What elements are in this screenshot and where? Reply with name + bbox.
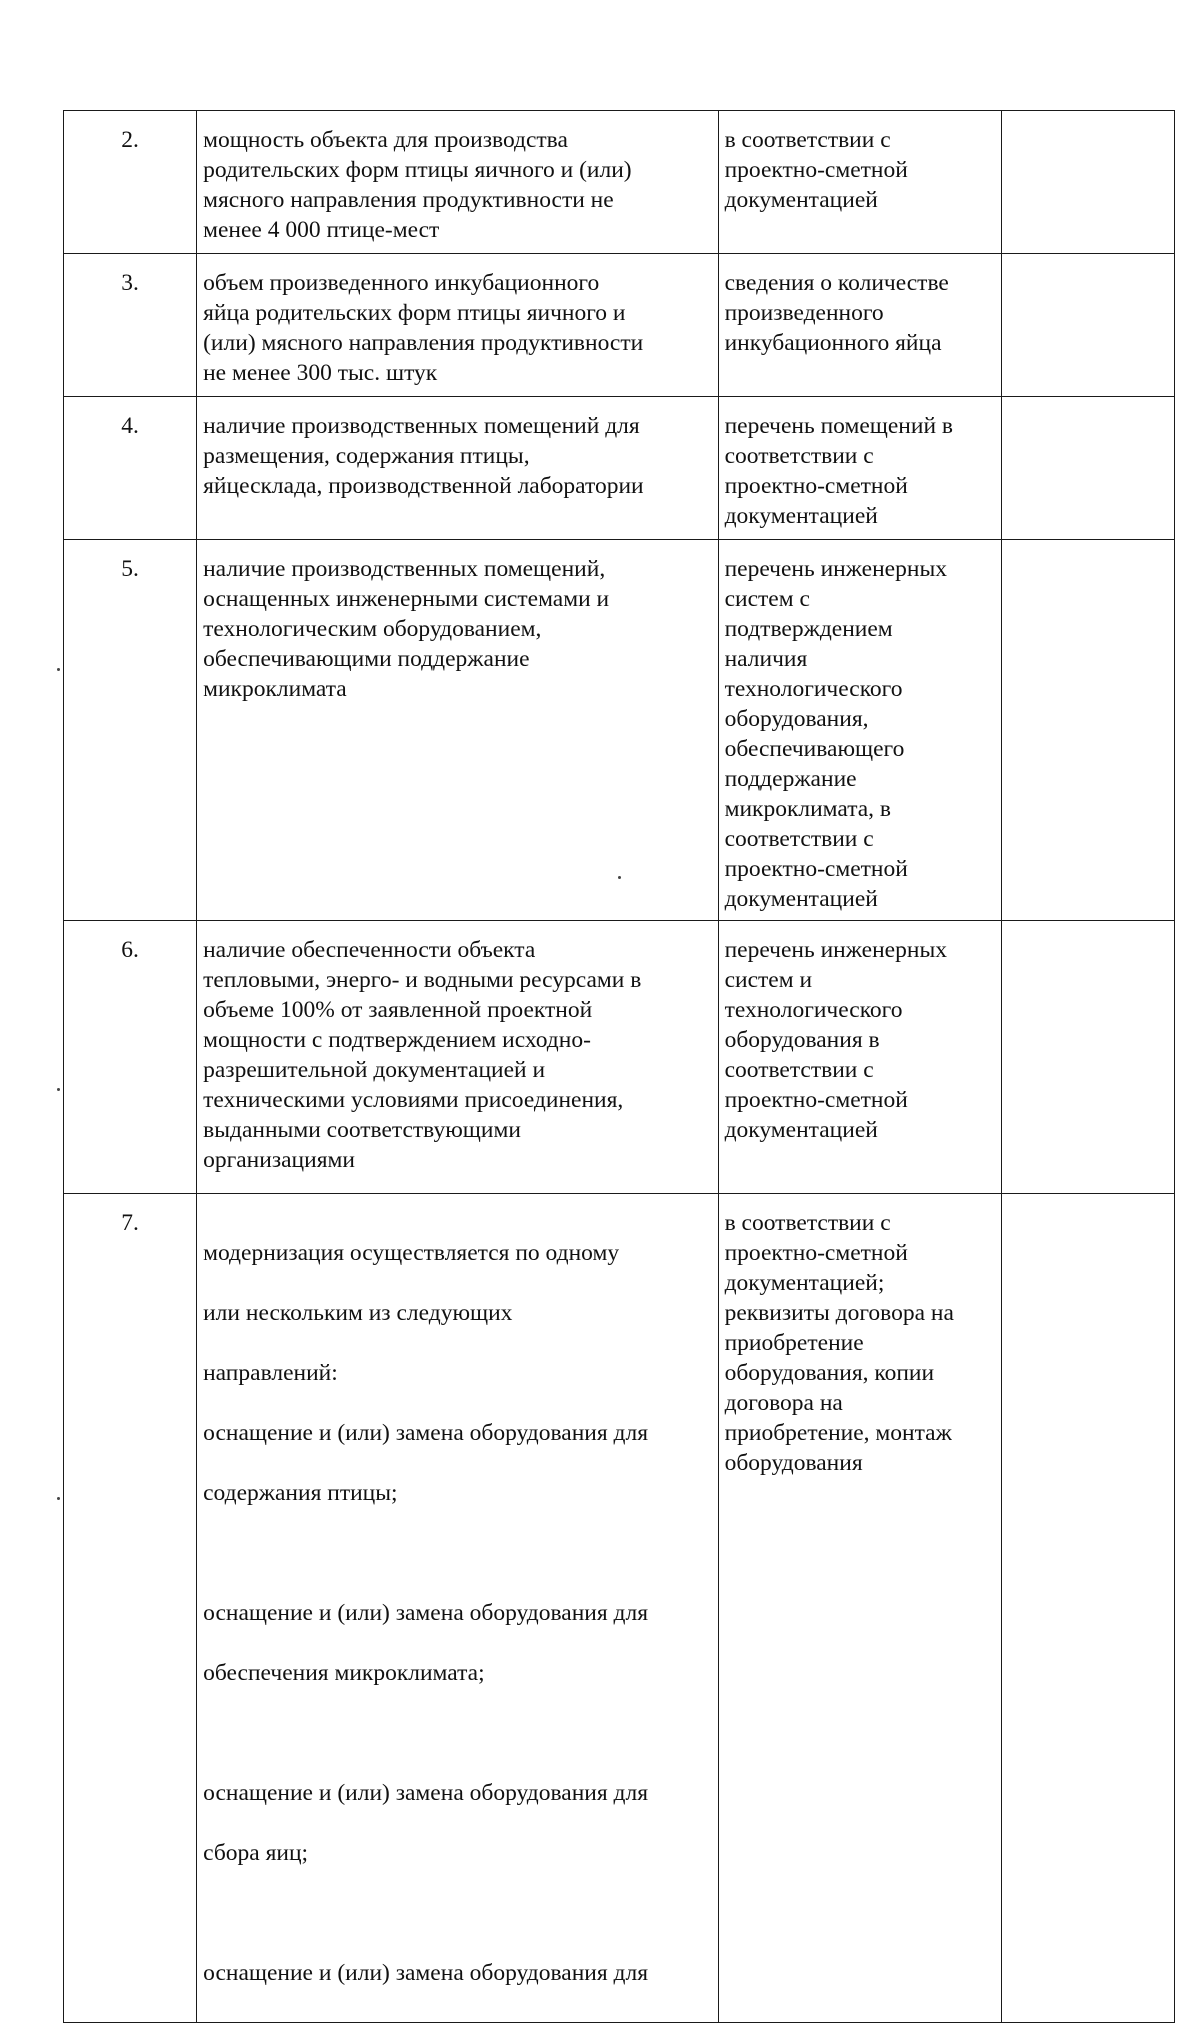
requirement-text: наличие обеспеченности объекта тепловыми, энерго- и водными ресурсами в объеме 100% от заявленной проектной мощности с подтверждением исходно- разрешительной документацией и техническими условиями присоединения, выданными соответствующими организациями [197, 921, 718, 1194]
row-number: 2. [64, 111, 197, 254]
requirement-line: обеспечения микроклимата; [203, 1660, 485, 1686]
requirement-line: направлений: [203, 1360, 338, 1386]
row-number: 4. [64, 397, 197, 540]
scan-speck [57, 1497, 60, 1500]
empty-cell [1001, 540, 1174, 921]
scan-speck [57, 1088, 60, 1091]
paragraph-spacer [203, 1538, 711, 1568]
empty-cell [1001, 921, 1174, 1194]
table-row [64, 540, 1175, 921]
confirming-document-text: в соответствии с проектно-сметной документацией [718, 111, 1001, 254]
scan-speck [57, 668, 60, 671]
row-number: 7. [64, 1194, 197, 2023]
requirement-line: оснащение и (или) замена оборудования для [203, 1600, 649, 1626]
table-row [64, 254, 1175, 397]
paragraph-spacer [203, 1718, 711, 1748]
row-number: 3. [64, 254, 197, 397]
empty-cell [1001, 1194, 1174, 2023]
requirement-text: наличие производственных помещений, оснащенных инженерными системами и технологическим оборудованием, обеспечивающими поддержание микроклимата [197, 540, 718, 921]
requirement-line: или нескольким из следующих [203, 1300, 513, 1326]
table-row [64, 921, 1175, 1194]
paragraph-spacer [203, 1898, 711, 1928]
requirement-line: оснащение и (или) замена оборудования для [203, 1780, 649, 1806]
confirming-document-text: сведения о количестве произведенного инкубационного яйца [718, 254, 1001, 397]
confirming-document-text: перечень помещений в соответствии с проектно-сметной документацией [718, 397, 1001, 540]
table-row [64, 111, 1175, 254]
table-row [64, 1194, 1175, 2023]
row-number: 6. [64, 921, 197, 1194]
row-number: 5. [64, 540, 197, 921]
requirement-line: оснащение и (или) замена оборудования для [203, 1960, 649, 1986]
requirement-text: объем произведенного инкубационного яйца родительских форм птицы яичного и (или) мясного направления продуктивности не менее 300 тыс. штук [197, 254, 718, 397]
requirement-text: мощность объекта для производства родительских форм птицы яичного и (или) мясного направления продуктивности не менее 4 000 птице-мест [197, 111, 718, 254]
requirement-text [197, 1194, 718, 2023]
requirement-text: наличие производственных помещений для размещения, содержания птицы, яйцесклада, производственной лаборатории [197, 397, 718, 540]
requirements-table [63, 110, 1175, 2023]
empty-cell [1001, 111, 1174, 254]
confirming-document-text: в соответствии с проектно-сметной документацией; реквизиты договора на приобретение оборудования, копии договора на приобретение, монтаж оборудования [718, 1194, 1001, 2023]
confirming-document-text: перечень инженерных систем с подтверждением наличия технологического оборудования, обеспечивающего поддержание микроклимата, в соответствии с проектно-сметной документацией [718, 540, 1001, 921]
requirement-line: сбора яиц; [203, 1840, 309, 1866]
requirement-line: модернизация осуществляется по одному [203, 1240, 620, 1266]
empty-cell [1001, 254, 1174, 397]
requirement-line: оснащение и (или) замена оборудования для [203, 1420, 649, 1446]
table-row [64, 397, 1175, 540]
requirement-line: содержания птицы; [203, 1480, 398, 1506]
scan-speck [618, 876, 621, 879]
confirming-document-text: перечень инженерных систем и технологического оборудования в соответствии с проектно-сметной документацией [718, 921, 1001, 1194]
empty-cell [1001, 397, 1174, 540]
